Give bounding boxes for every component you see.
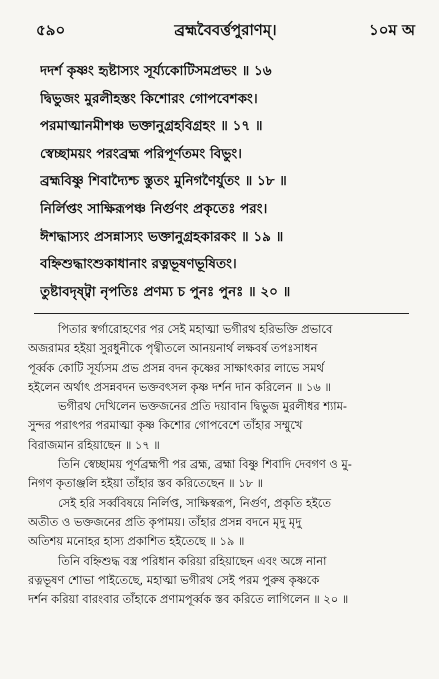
verse-line: নির্লিপ্তং সাক্ষিরূপঞ্চ নির্গুণং প্রকৃতেঃ পরং। xyxy=(40,200,268,217)
bengali-translation xyxy=(28,320,419,609)
paragraph xyxy=(28,455,419,494)
verse-line: ব্রহ্মবিষ্ণু শিবাদ্যৈশ্চ স্তুতং মুনিগণৈর্যুতং ॥ ১৮ ॥ xyxy=(40,173,287,190)
text-line: তিনি বহ্নিশুদ্ধ বস্ত্র পরিধান করিয়া রহিয়াছেন এবং অঙ্গে নানা xyxy=(58,553,327,568)
page-header xyxy=(36,18,415,44)
paragraph xyxy=(28,552,419,610)
verse-line: দ্বিভুজং মুরলীহস্তং কিশোরং গোপবেশকং। xyxy=(40,90,258,107)
text-line: রত্নভূষণ শোভা পাইতেছে, মহাত্মা ভগীরথ সেই পরম পুরুষ কৃষ্ণকে xyxy=(28,572,320,587)
verse-line: ঈশদ্ধাস্যং প্রসন্নাস্যং ভক্তানুগ্রহকারকং ॥ ১৯ ॥ xyxy=(40,228,284,245)
text-line: বিরাজমান রহিয়াছেন ॥ ১৭ ॥ xyxy=(28,437,160,452)
running-title: ব্রহ্মবৈবর্ত্তপুরাণম্। xyxy=(174,20,277,39)
chapter-label: ১০ম অ xyxy=(368,20,415,39)
paragraph xyxy=(28,494,419,552)
paragraph xyxy=(28,397,419,455)
text-line: তিনি স্বেচ্ছাময় পূর্ণব্রহ্মপী পর ব্রহ্ম, ব্রহ্মা বিষ্ণু শিবাদি দেবগণ ও মু- xyxy=(58,457,352,472)
text-line: অজরামর হইয়া সুরধুনীকে পৃথ্বীতলে আনয়নার্থ লক্ষবর্ষ তপঃসাধন xyxy=(28,341,318,356)
verse-line: দদর্শ কৃষ্ণং হৃষ্টাস্যং সূর্য্যকোটিসমপ্রভং ॥ ১৬ xyxy=(40,63,272,79)
verse-line: বহ্নিশুদ্ধাংশুকাধানাং রত্নভূষণভূষিতং। xyxy=(40,256,237,273)
text-line: সুন্দর পরাৎপর পরমাত্মা কৃষ্ণ কিশোর গোপবেশে তাঁহার সম্মুখে xyxy=(28,418,303,433)
text-line: অতীত ও ভক্তজনের প্রতি কৃপাময়। তাঁহার প্রসন্ন বদনে মৃদু মৃদু xyxy=(28,514,302,529)
text-line: সেই হরি সর্ব্ববিষয়ে নির্লিপ্ত, সাক্ষিস্বরূপ, নির্গুণ, প্রকৃতি হইতে xyxy=(58,495,331,510)
sanskrit-verses xyxy=(40,58,419,306)
text-line: নিগণ কৃতাঞ্জলি হইয়া তাঁহার স্তব করিতেছেন ॥ ১৮ ॥ xyxy=(28,476,264,491)
paragraph xyxy=(28,320,419,397)
text-line: অতিশয় মনোহর হাস্য প্রকাশিত হইতেছে ॥ ১৯ ॥ xyxy=(28,534,245,549)
verse-line: স্বেচ্ছাময়ং পরংব্রহ্ম পরিপূর্ণতমং বিভুং। xyxy=(40,145,243,162)
text-line: দর্শন করিয়া বারংবার তাঁহাকে প্রণামপূর্ব্বক স্তব করিতে লাগিলেন ॥ ২০ ॥ xyxy=(28,592,349,607)
verse-line: তুষ্টাবদৃষ্ট্বা নৃপতিঃ প্রণম্য চ পুনঃ পুনঃ ॥ ২০ ॥ xyxy=(40,283,291,300)
section-divider xyxy=(34,313,409,314)
verse-line: পরমাত্মানমীশঞ্চ ভক্তানুগ্রহবিগ্রহং ॥ ১৭ ॥ xyxy=(40,118,263,135)
page-number: ৫৯০ xyxy=(36,20,66,39)
text-line: পিতার স্বর্গারোহণের পর সেই মহাত্মা ভগীরথ হরিভক্তি প্রভাবে xyxy=(58,322,333,336)
text-line: পূর্ব্বক কোটি সূর্য্যসম প্রভ প্রসন্ন বদন কৃষ্ণের সাক্ষাৎকার লাভে সমর্থ xyxy=(28,360,324,375)
text-line: হইলেন অর্থাৎ প্রসন্নবদন ভক্তবৎসল কৃষ্ণ দর্শন দান করিলেন ॥ ১৬ ॥ xyxy=(28,379,331,394)
text-line: ভগীরথ দেখিলেন ভক্তজনের প্রতি দয়াবান দ্বিভুজ মুরলীধর শ্যাম- xyxy=(58,399,348,414)
